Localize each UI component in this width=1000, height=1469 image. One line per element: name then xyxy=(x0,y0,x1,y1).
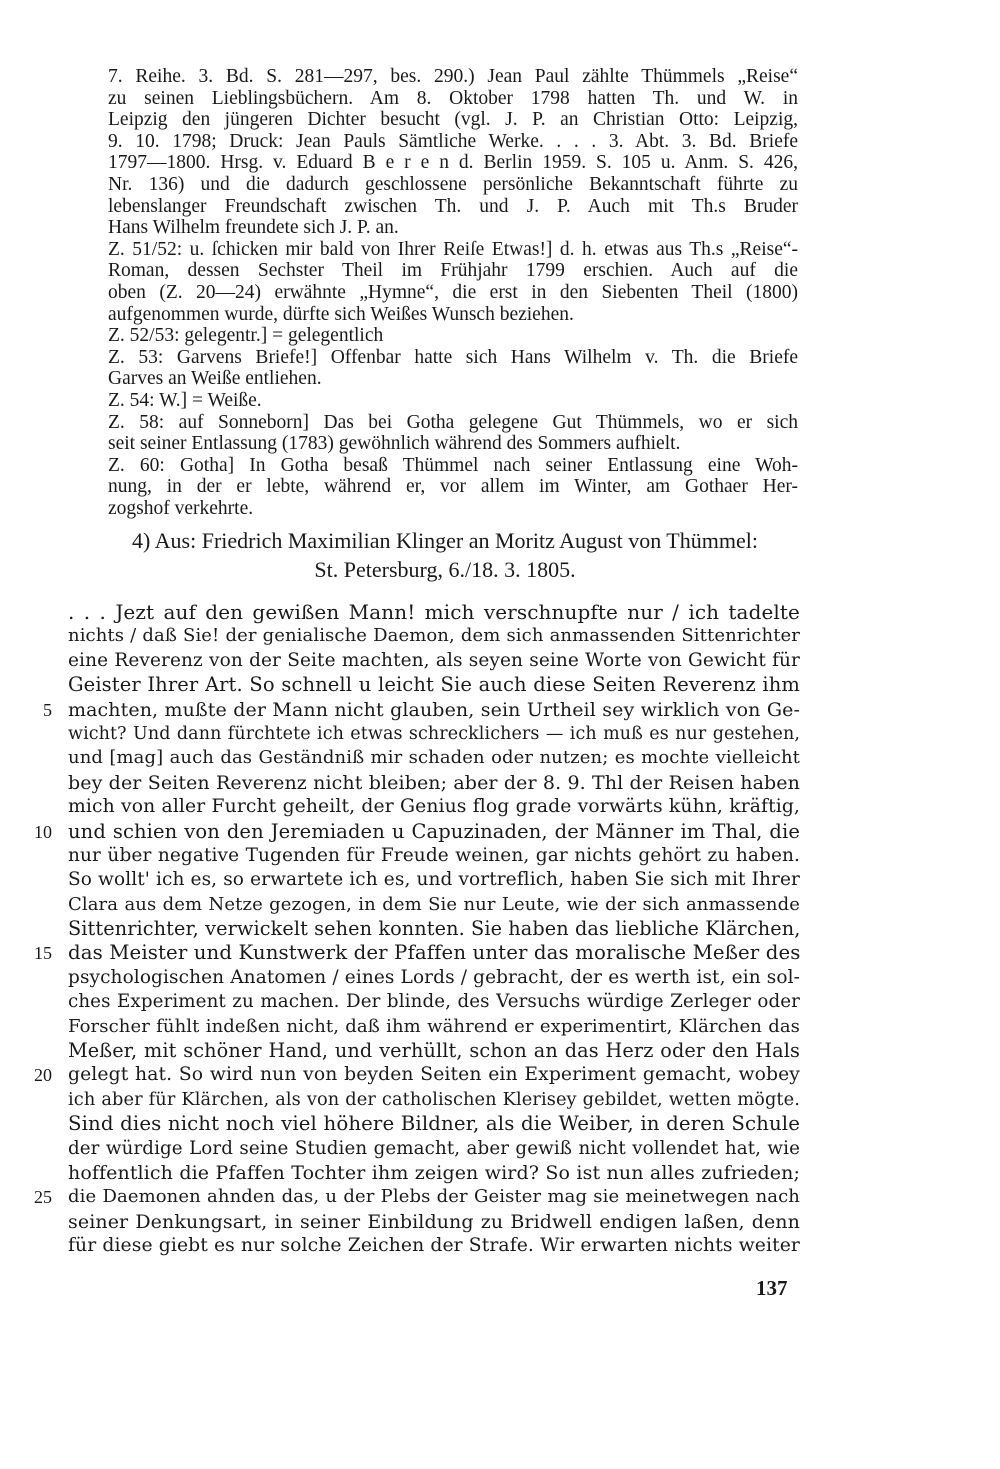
letter-line xyxy=(68,1210,800,1234)
letter-line-text: . . . Jezt auf den gewißen Mann! mich verschnupfte nur / ich tadelte xyxy=(68,600,800,624)
letter-line xyxy=(68,722,800,746)
letter-line-text: seiner Denkungsart, in seiner Einbildung zu Bridwell endigen laßen, denn xyxy=(68,1210,800,1233)
line-number: 5 xyxy=(43,699,52,720)
letter-line-text: eine Reverenz von der Seite machten, als seyen seine Worte von Gewicht für xyxy=(68,649,800,671)
letter-line-text: und schien von den Jeremiaden u Capuzinaden, der Männer im Thal, die xyxy=(68,819,800,843)
letter-line-text: wicht? Und dann fürchtete ich etwas schrecklichers — ich muß es nur gestehen, xyxy=(68,723,800,744)
letter-line xyxy=(68,990,800,1014)
line-number: 10 xyxy=(34,821,52,842)
heading-line-2: St. Petersburg, 6./18. 3. 1805. xyxy=(314,557,576,582)
letter-line-text: Meßer, mit schöner Hand, und verhüllt, schon an das Herz oder den Hals xyxy=(68,1039,800,1063)
note-line: Hans Wilhelm freundete sich J. P. an. xyxy=(108,217,399,239)
note-line: 1797—1800. Hrsg. v. Eduard B e r e n d. Berlin 1959. S. 105 u. Anm. S. 426, xyxy=(108,152,798,174)
note-line: lebenslanger Freundschaft zwischen Th. und J. P. Auch mit Th.s Bruder xyxy=(108,195,798,217)
commentary-notes xyxy=(108,66,798,519)
letter-line-text: der würdige Lord seine Studien gemacht, aber gewiß nicht vollendet hat, wie xyxy=(68,1137,800,1159)
letter-line xyxy=(68,600,800,624)
line-number: 25 xyxy=(34,1187,52,1208)
letter-line-text: nichts / daß Sie! der genialische Daemon, dem sich anmassenden Sittenrichter xyxy=(68,625,800,647)
note-line: aufgenommen wurde, dürfte sich Weißes Wunsch beziehen. xyxy=(108,303,574,325)
letter-line-text: psychologischen Anatomen / eines Lords / gebracht, der es werth ist, ein sol- xyxy=(68,966,800,988)
note-line: nung, in der er lebte, während er, vor allem im Winter, am Gothaer Her- xyxy=(108,476,798,498)
letter-line-text: ches Experiment zu machen. Der blinde, des Versuchs würdige Zerleger oder xyxy=(68,991,800,1013)
letter-line xyxy=(68,868,800,892)
letter-line-text: bey der Seiten Reverenz nicht bleiben; aber der 8. 9. Thl der Reisen haben xyxy=(68,771,800,794)
letter-line xyxy=(68,893,800,917)
heading-line-1: 4) Aus: Friedrich Maximilian Klinger an Moritz August von Thümmel: xyxy=(132,528,758,553)
note-line: zogshof verkehrte. xyxy=(108,497,254,519)
line-number: 20 xyxy=(34,1065,52,1086)
note-line: Z. 60: Gotha] In Gotha besaß Thümmel nach seiner Entlassung eine Woh- xyxy=(108,454,798,476)
letter-line-text: Clara aus dem Netze gezogen, in dem Sie nur Leute, wie der sich anmassende xyxy=(68,893,800,915)
note-line: Z. 53: Garvens Briefe!] Offenbar hatte sich Hans Wilhelm v. Th. die Briefe xyxy=(108,346,798,368)
letter-line xyxy=(68,966,800,990)
line-number: 15 xyxy=(34,943,52,964)
letter-line xyxy=(68,649,800,673)
letter-text xyxy=(34,600,801,1259)
letter-line-text: für diese giebt es nur solche Zeichen der Strafe. Wir erwarten nichts weiter xyxy=(68,1235,800,1257)
letter-line xyxy=(68,1137,800,1161)
letter-heading xyxy=(95,526,795,584)
letter-line-text: ich aber für Klärchen, als von der catholischen Klerisey gebildet, wetten mögte. xyxy=(68,1089,800,1110)
letter-line xyxy=(68,673,800,697)
letter-line xyxy=(68,844,800,868)
letter-line-text: die Daemonen ahnden das, u der Plebs der Geister mag sie meinetwegen nach xyxy=(68,1186,800,1208)
note-line: Leipzig den jüngeren Dichter besucht (vgl. J. P. an Christian Otto: Leipzig, xyxy=(108,109,798,131)
letter-line xyxy=(68,1112,800,1136)
letter-line xyxy=(34,1063,800,1087)
letter-line xyxy=(68,795,800,819)
note-line: oben (Z. 20—24) erwähnte „Hymne“, die erst in den Siebenten Theil (1800) xyxy=(108,281,798,303)
letter-line xyxy=(68,1015,800,1039)
letter-line-text: hoffentlich die Pfaffen Tochter ihm zeigen wird? So ist nun alles zufrieden; xyxy=(68,1161,800,1184)
note-line: Z. 51/52: u. ſchicken mir bald von Ihrer Reiſe Etwas!] d. h. etwas aus Th.s „Reise“- xyxy=(108,238,798,260)
note-line: 9. 10. 1798; Druck: Jean Pauls Sämtliche Werke. . . . 3. Abt. 3. Bd. Briefe xyxy=(108,130,798,152)
letter-line xyxy=(34,941,801,965)
letter-line-text: So wollt' ich es, so erwartete ich es, und vortreflich, haben Sie sich mit Ihrer xyxy=(68,869,800,891)
letter-line xyxy=(68,917,800,941)
letter-line-text: Sind dies nicht noch viel höhere Bildner, als die Weiber, in deren Schule xyxy=(68,1112,800,1136)
letter-line-text: Geister Ihrer Art. So schnell u leicht Sie auch diese Seiten Reverenz ihm xyxy=(68,673,800,697)
letter-line xyxy=(68,1039,800,1063)
note-line: Z. 58: auf Sonneborn] Das bei Gotha gelegene Gut Thümmels, wo er sich xyxy=(108,411,798,433)
letter-line xyxy=(68,624,800,648)
letter-line xyxy=(34,819,800,844)
letter-line xyxy=(68,1088,800,1112)
note-line: 7. Reihe. 3. Bd. S. 281—297, bes. 290.) Jean Paul zählte Thümmels „Reise“ xyxy=(108,66,798,87)
letter-line xyxy=(34,1185,800,1209)
note-line: zu seinen Lieblingsbüchern. Am 8. Oktober 1798 hatten Th. und W. in xyxy=(108,87,798,109)
note-line: Z. 54: W.] = Weiße. xyxy=(108,389,262,411)
letter-line xyxy=(68,1161,800,1185)
letter-line-text: Sittenrichter, verwickelt sehen konnten. Sie haben das liebliche Klärchen, xyxy=(68,917,801,941)
letter-line xyxy=(68,746,800,770)
letter-line-text: nur über negative Tugenden für Freude weinen, gar nichts gehört zu haben. xyxy=(68,844,800,866)
note-line: Z. 52/53: gelegentr.] = gelegentlich xyxy=(108,325,384,347)
letter-line-text: Forscher fühlt indeßen nicht, daß ihm während er experimentirt, Klärchen das xyxy=(68,1015,800,1037)
letter-line xyxy=(68,1234,800,1258)
letter-line xyxy=(68,771,800,795)
letter-line xyxy=(43,698,800,722)
note-line: Nr. 136) und die dadurch geschlossene persönliche Bekanntschaft führte zu xyxy=(108,173,798,195)
letter-line-text: und [mag] auch das Geständniß mir schaden oder nutzen; es mochte vielleicht xyxy=(68,747,800,769)
note-line: Garves an Weiße entliehen. xyxy=(108,368,322,390)
letter-line-text: machten, mußte der Mann nicht glauben, sein Urtheil sey wirklich von Ge- xyxy=(68,698,800,721)
note-line: Roman, dessen Sechster Theil im Frühjahr 1799 erschien. Auch auf die xyxy=(108,260,798,282)
letter-line-text: gelegt hat. So wird nun von beyden Seiten ein Experiment gemacht, wobey xyxy=(68,1064,800,1086)
letter-line-text: mich von aller Furcht geheilt, der Genius flog grade vorwärts kühn, kräftig, xyxy=(68,796,800,818)
note-line: seit seiner Entlassung (1783) gewöhnlich während des Sommers aufhielt. xyxy=(108,433,681,455)
letter-line-text: das Meister und Kunstwerk der Pfaffen unter das moralische Meßer des xyxy=(68,941,801,965)
page-number: 137 xyxy=(756,1276,788,1300)
